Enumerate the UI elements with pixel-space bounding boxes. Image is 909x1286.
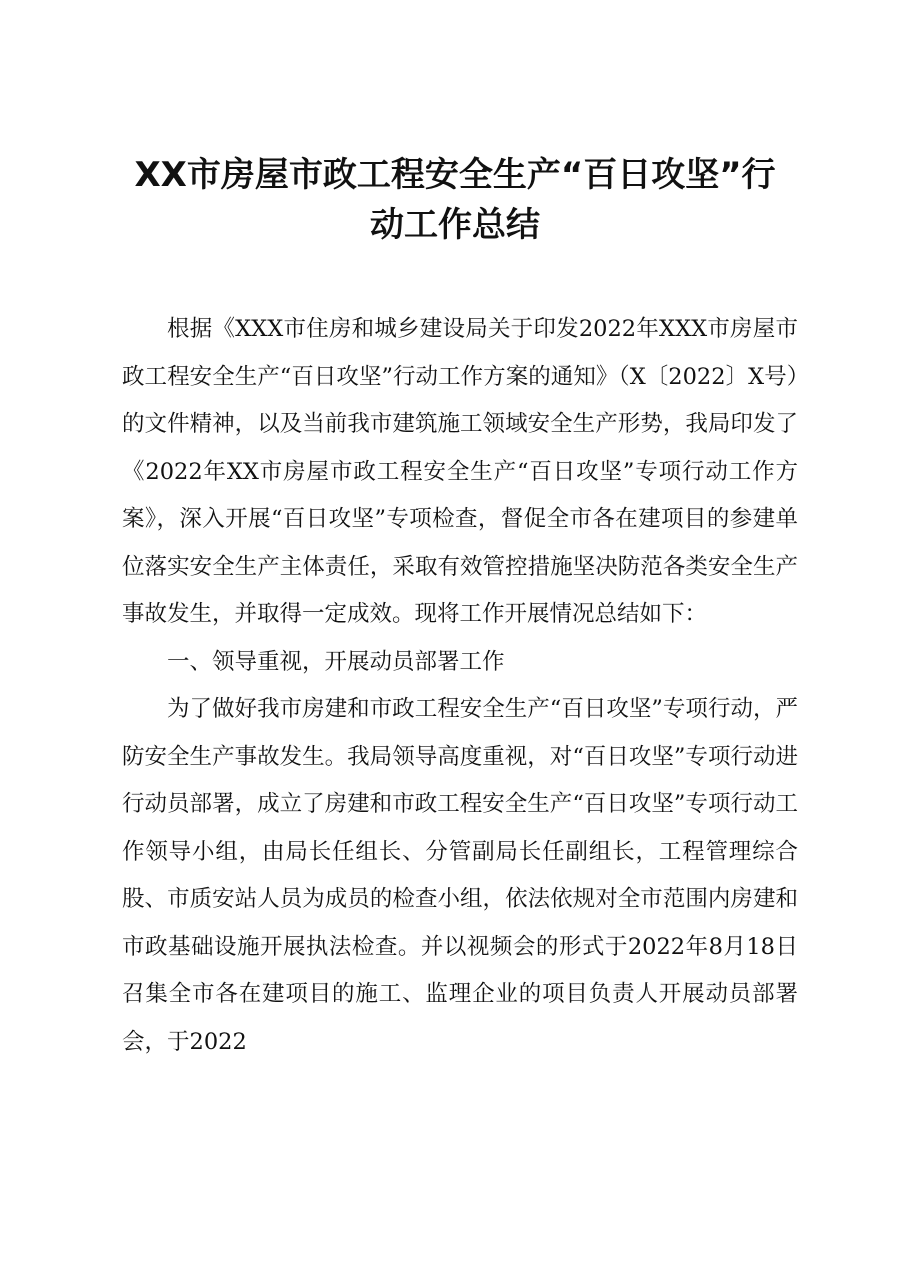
title-line-1: XX市房屋市政工程安全生产“百日攻坚”行 [134,155,776,195]
section-1-paragraph: 为了做好我市房建和市政工程安全生产“百日攻坚”专项行动，严防安全生产事故发生。我局领导高度重视，对“百日攻坚”专项行动进行动员部署，成立了房建和市政工程安全生产“百日攻坚”专项行动工作领导小组，由局长任组长、分管副局长任副组长，工程管理综合股、市质安站人员为成员的检查小组，依法依规对全市范围内房建和市政基础设施开展执法检查。并以视频会的形式于2022年8月18日召集全市各在建项目的施工、监理企业的项目负责人开展动员部署会，于2022 [122,696,798,1055]
document-body [122,306,798,1066]
section-heading-1: 一、领导重视，开展动员部署工作 [167,648,505,675]
document-title [110,150,800,250]
intro-paragraph: 根据《XXX市住房和城乡建设局关于印发2022年XXX市房屋市政工程安全生产“百日攻坚”行动工作方案的通知》（X〔2022〕X号）的文件精神，以及当前我市建筑施工领域安全生产形势，我局印发了《2022年XX市房屋市政工程安全生产“百日攻坚”专项行动工作方案》，深入开展“百日攻坚”专项检查，督促全市各在建项目的参建单位落实安全生产主体责任，采取有效管控措施坚决防范各类安全生产事故发生，并取得一定成效。现将工作开展情况总结如下： [122,316,798,627]
title-line-2: 动工作总结 [370,205,540,245]
